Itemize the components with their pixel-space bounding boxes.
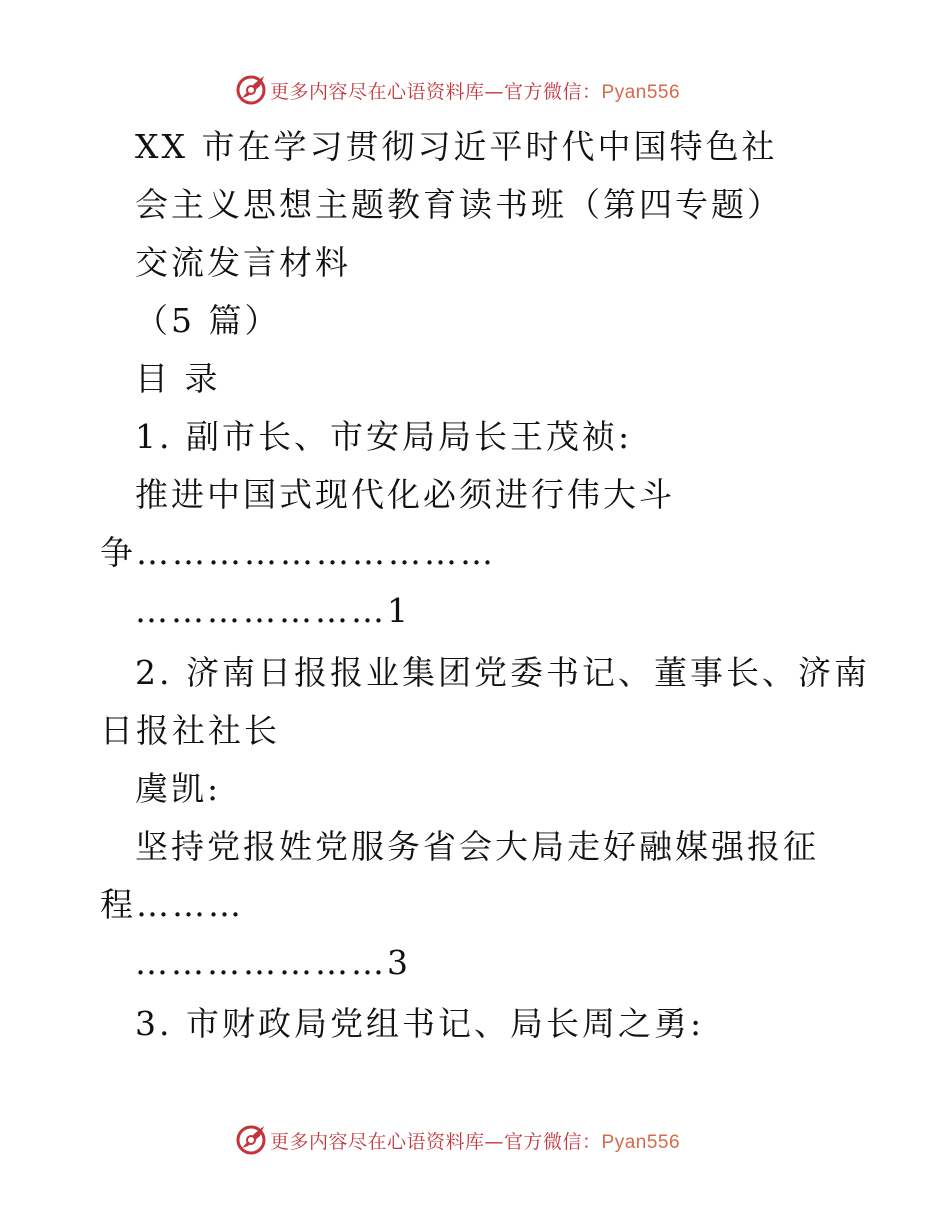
header-watermark bbox=[0, 70, 950, 110]
title-line-2: 会主义思想主题教育读书班（第四专题） bbox=[135, 185, 783, 224]
watermark-account: Pyan556 bbox=[601, 82, 681, 103]
watermark-separator: — bbox=[484, 1131, 505, 1153]
watermark-text bbox=[270, 1127, 680, 1154]
article-count: （5 篇） bbox=[135, 301, 281, 340]
toc-entry-page: …………………3 bbox=[135, 943, 411, 982]
watermark-wechat-label: 官方微信： bbox=[504, 1131, 602, 1153]
title-line-3: 交流发言材料 bbox=[135, 243, 351, 282]
toc-entry-title: 推进中国式现代化必须进行伟大斗 bbox=[135, 475, 675, 514]
watermark-slogan: 更多内容尽在心语资料库 bbox=[270, 1131, 485, 1153]
toc-entry-title-cont: 争………………………… bbox=[100, 533, 496, 572]
watermark-text bbox=[270, 77, 680, 104]
watermark-wechat-label: 官方微信： bbox=[504, 81, 602, 103]
title-line-1: XX 市在学习贯彻习近平时代中国特色社 bbox=[135, 127, 778, 166]
toc-entry-title-cont: 程……… bbox=[100, 885, 244, 924]
watermark-slogan: 更多内容尽在心语资料库 bbox=[270, 81, 485, 103]
toc-entry-author-cont: 日报社社长 bbox=[100, 711, 280, 750]
toc-entry-author: 2. 济南日报报业集团党委书记、董事长、济南 bbox=[135, 653, 870, 692]
toc-entry-author: 3. 市财政局党组书记、局长周之勇: bbox=[135, 1004, 705, 1043]
quill-logo-icon bbox=[234, 72, 268, 106]
toc-entry-title: 坚持党报姓党服务省会大局走好融媒强报征 bbox=[135, 827, 819, 866]
toc-entry-author-name: 虞凯: bbox=[135, 769, 222, 808]
watermark-separator: — bbox=[484, 81, 505, 103]
footer-watermark bbox=[0, 1120, 950, 1160]
toc-entry-page: …………………1 bbox=[135, 591, 411, 630]
toc-entry-author: 1. 副市长、市安局局长王茂祯: bbox=[135, 417, 633, 456]
watermark-account: Pyan556 bbox=[601, 1132, 681, 1153]
toc-heading: 目 录 bbox=[135, 359, 221, 398]
quill-logo-icon bbox=[234, 1122, 268, 1156]
